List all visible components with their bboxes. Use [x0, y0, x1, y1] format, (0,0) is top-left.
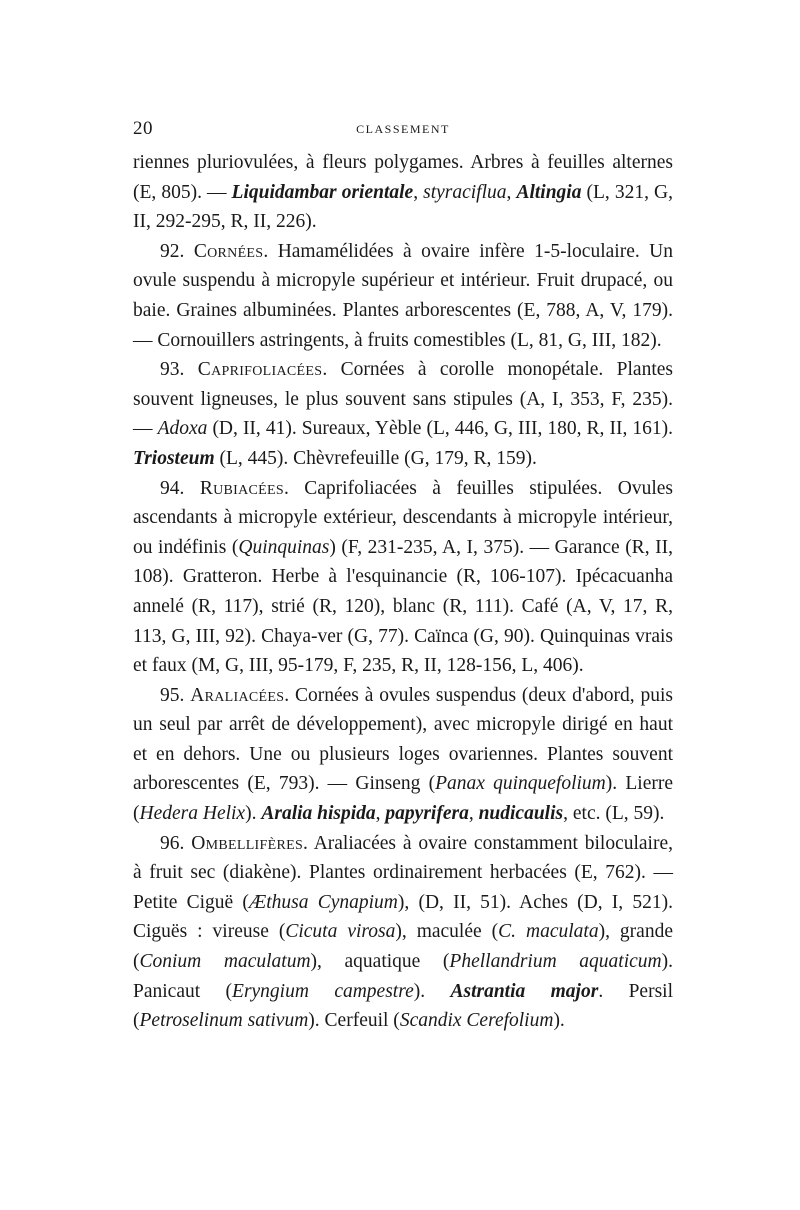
family-name: Araliacées	[190, 684, 285, 706]
text-run: riennes pluriovulées, à fleurs polygames. Arbres à feuilles alternes (E, 805). —	[133, 152, 673, 203]
text-run: ), maculée (	[395, 921, 499, 943]
text-run: 92.	[160, 240, 194, 262]
italic-term: Scandix Cerefolium	[399, 1010, 554, 1032]
text-run: . Caprifoliacées à feuilles stipulées. Ovules ascendants à micropyle extérieur, descendants à micropyle intérieur, ou indéfinis (	[133, 477, 673, 558]
italic-term: Hedera Helix	[139, 803, 246, 825]
italic-term: Cicuta virosa	[285, 921, 396, 943]
paragraph-96-ombelliferes	[133, 829, 673, 1036]
text-run: (D, II, 41). Sureaux, Yèble (L, 446, G, III, 180, R, II, 161).	[207, 418, 674, 440]
bold-italic-term: Astrantia major	[450, 980, 599, 1002]
text-run: ), (D, II, 51). Aches (D, I, 521). Ciguës : vireuse (	[133, 891, 673, 943]
text-run: . Cornées à corolle monopétale. Plantes souvent ligneuses, le plus souvent sans stipules (A, I, 353, F, 235). —	[133, 359, 673, 440]
italic-term: Phellandrium aquaticum	[449, 951, 662, 973]
running-title: CLASSEMENT	[356, 122, 450, 136]
family-name: Cornées	[193, 240, 264, 262]
text-run: ). Cerfeuil (	[308, 1010, 400, 1032]
italic-term: Conium maculatum	[139, 951, 311, 973]
text-run: 94.	[160, 477, 200, 499]
text-run: ,	[468, 803, 479, 825]
body-text	[133, 148, 673, 1036]
text-run: ,	[413, 181, 424, 203]
bold-italic-term: Aralia hispida	[261, 803, 376, 825]
text-run: . Persil (	[133, 980, 673, 1032]
text-run: . Araliacées à ovaire constamment biloculaire, à fruit sec (diakène). Plantes ordinairement herbacées (E, 762). — Petite Ciguë (	[133, 832, 673, 913]
text-run: 96.	[160, 832, 192, 854]
family-name: Caprifoliacées	[197, 359, 323, 381]
italic-term: Adoxa	[157, 418, 208, 440]
page-number: 20	[133, 118, 153, 139]
italic-term: Panax quinquefolium	[435, 773, 606, 795]
family-name: Rubiacées	[199, 477, 284, 499]
text-run: (L, 321, G, II, 292-295, R, II, 226).	[133, 181, 673, 233]
text-run: ), grande (	[133, 921, 673, 973]
text-run: , etc. (L, 59).	[563, 803, 665, 825]
text-run: ).	[245, 803, 262, 825]
text-run: ). Lierre (	[133, 773, 673, 825]
italic-term: Quinquinas	[238, 536, 330, 558]
italic-term: Eryngium campestre	[232, 980, 414, 1002]
family-name: Ombellifères	[191, 832, 304, 854]
bold-italic-term: Triosteum	[133, 447, 215, 469]
text-run: ).	[413, 980, 451, 1002]
paragraph-95-araliacees	[133, 681, 673, 829]
bold-italic-term: papyrifera	[385, 803, 469, 825]
text-run: ) (F, 231-235, A, I, 375). — Garance (R, II, 108). Gratteron. Herbe à l'esquinancie (R, 106-107). Ipécacuanha annelé (R, 117), strié (R, 120), blanc (R, 111). Café (A, V, 17, R, 113, G, III, 92). Chaya-ver (G, 77). Caïnca (G, 90). Quinquinas vrais et faux (M, G, III, 95-179, F, 235, R, II, 128-156, L, 406).	[133, 536, 673, 677]
bold-italic-term: Liquidambar orientale	[231, 181, 414, 203]
text-run: ,	[375, 803, 386, 825]
paragraph-continuation	[133, 148, 673, 237]
italic-term: C. maculata	[498, 921, 599, 943]
italic-term: Petroselinum sativum	[139, 1010, 309, 1032]
italic-term: Æthusa Cynapium	[248, 891, 398, 913]
paragraph-92-cornees	[133, 237, 673, 355]
running-head	[133, 118, 673, 142]
bold-italic-term: nudicaulis	[478, 803, 564, 825]
italic-term: styraciflua	[423, 181, 507, 203]
text-run: ), aquatique (	[310, 951, 450, 973]
text-run: ,	[506, 181, 517, 203]
text-run: 95.	[160, 684, 191, 706]
text-run: 93.	[160, 359, 198, 381]
bold-italic-term: Altingia	[516, 181, 582, 203]
text-run: ).	[553, 1010, 565, 1032]
text-run: ). Panicaut (	[133, 951, 673, 1002]
text-run: . Hamamélidées à ovaire infère 1-5-loculaire. Un ovule suspendu à micropyle supérieur et intérieur. Fruit drupacé, ou baie. Graines albuminées. Plantes arborescentes (E, 788, A, V, 179). — Cornouillers astringents, à fruits comestibles (L, 81, G, III, 182).	[133, 240, 673, 351]
text-run: (L, 445). Chèvrefeuille (G, 179, R, 159).	[214, 447, 537, 469]
paragraph-94-rubiacees	[133, 474, 673, 681]
paragraph-93-caprifoliacees	[133, 355, 673, 473]
text-run: . Cornées à ovules suspendus (deux d'abord, puis un seul par arrêt de développement), avec micropyle dirigé en haut et en dehors. Une ou plusieurs loges ovariennes. Plantes souvent arborescentes (E, 793). — Ginseng (	[133, 684, 674, 795]
